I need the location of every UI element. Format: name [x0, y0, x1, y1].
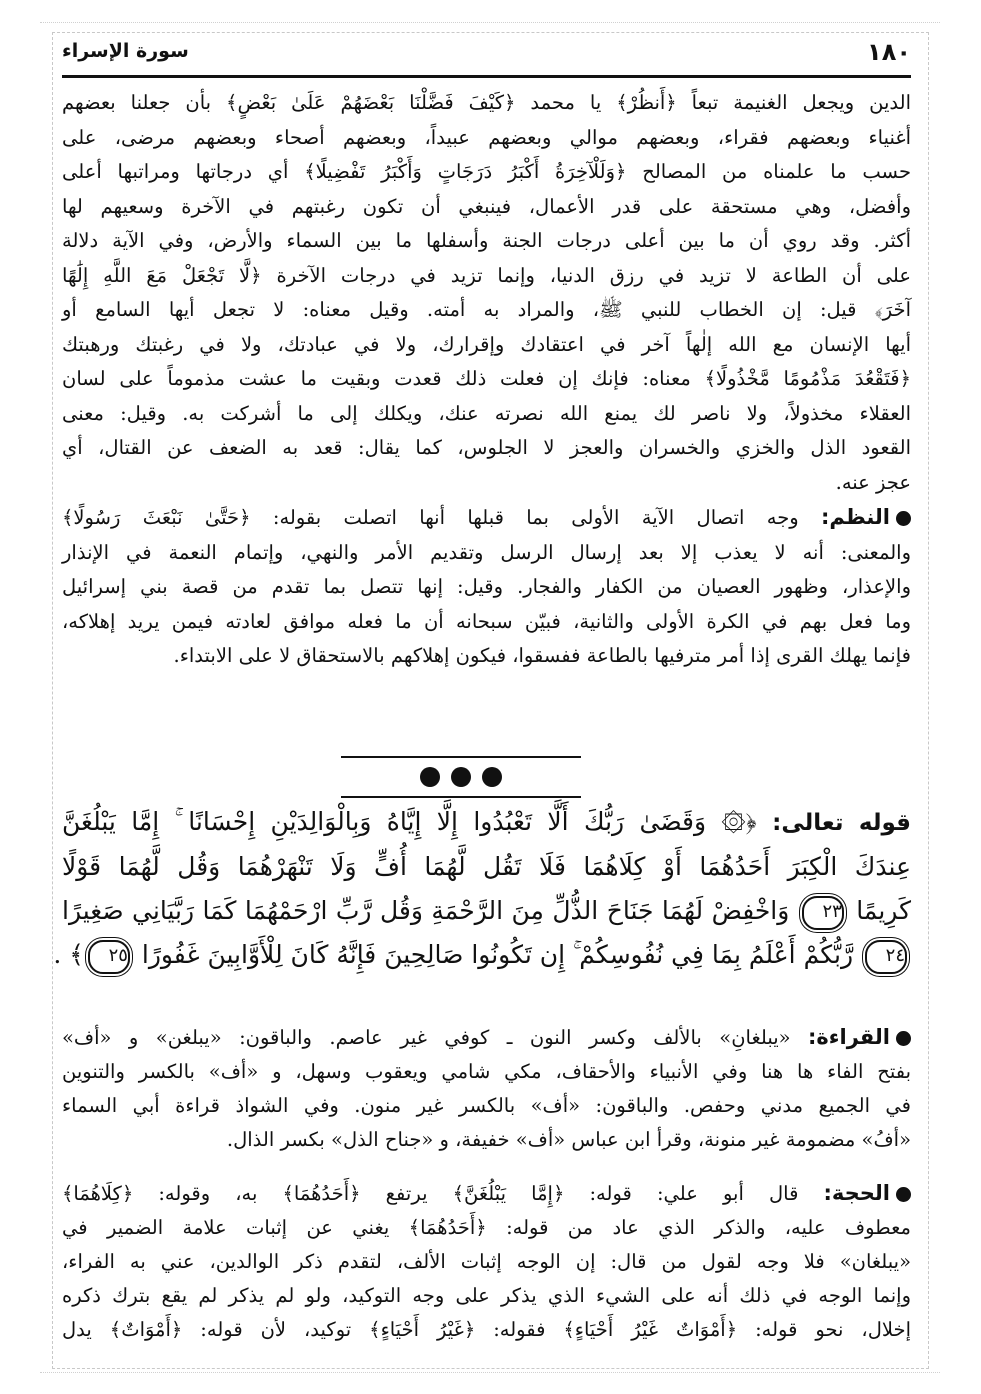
- commentary-section-1: [62, 86, 911, 674]
- text-line: «يبلغان» فلا وجه لقول من قال: إن الوجه إثبات الألف، لتقدم ذكر الوالدين، عني به الفراء،: [62, 1250, 911, 1273]
- scan-edge-bottom: [40, 1372, 940, 1381]
- text-line-with-heading: [62, 1176, 911, 1211]
- text-line: آخَرَ﴾ قيل: إن الخطاب للنبي ﷺ، والمراد به أمته. وقيل معناه: لا تجعل أيها السامع أو: [62, 298, 911, 321]
- text-line: العقلاء مخذولاً، ولا ناصر لك يمنع الله نصرته عنك، ويكلك إلى ما أشركت به. وقيل: معنى: [62, 401, 911, 425]
- paragraph-nazm: [62, 500, 911, 674]
- page-header: [62, 38, 911, 66]
- text-line: إخلال، نحو قوله: ﴿أَمْوَاتٌ غَيْرُ أَحْيَاءٍ﴾ فقوله: ﴿غَيْرُ أَحْيَاءٍ﴾ توكيد، لأن قوله: ﴿أَمْوَاتٌ﴾ يدل: [62, 1318, 911, 1341]
- separator-rule-top: [341, 756, 581, 758]
- text-run: قال أبو علي: قوله: ﴿إِمَّا يَبْلُغَنَّ﴾ يرتفع ﴿أَحَدُهُمَا﴾ به، وقوله: ﴿كِلَاهُمَا﴾: [62, 1182, 799, 1205]
- text-line: معطوف عليه، والذكر الذي عاد من قوله: ﴿أَحَدُهُمَا﴾ يغني عن إثبات علامة الضمير في: [62, 1216, 911, 1239]
- separator-dot-icon: [420, 767, 440, 787]
- text-line: والمعنى: أنه لا يعذب إلا بعد إرسال الرسل وتقديم الأمر والنهي، وإتمام النعمة في الإنذار: [62, 540, 911, 564]
- text-line: القعود الذل والخزي والخسران والعجز لا الجلوس، كما يقال: قعد به الضعف عن القتال، أي: [62, 436, 911, 459]
- paragraph-hujja: [62, 1176, 911, 1347]
- text-line-with-heading: [62, 500, 911, 536]
- separator-dot-icon: [451, 767, 471, 787]
- text-line: وإنما الوجه في ذلك أنه على الشيء الذي يذكر على وجه التوكيد، ولو لم يذكر لم يقع بترك ذكره: [62, 1284, 911, 1307]
- bullet-icon: [896, 1187, 911, 1202]
- page-number: ١٨٠: [867, 38, 911, 66]
- header-rule: [62, 75, 911, 78]
- section-label-nazm: النظم:: [821, 505, 890, 529]
- paragraph-qiraa: [62, 1020, 911, 1157]
- verse-text: ﴿۞ وَقَضَىٰ رَبُّكَ أَلَّا تَعْبُدُوا إِلَّا إِيَّاهُ وَبِالْوَالِدَيْنِ إِحْسَانًا ۚ إِمَّا يَبْلُغَنَّ: [62, 807, 757, 836]
- text-run: «يبلغانِ» بالألف وكسر النون ـ كوفي غير عاصم. والباقون: «يبلغن» و «أف»: [62, 1025, 791, 1049]
- text-line: على أن الطاعة لا تزيد في رزق الدنيا، وإنما تزيد في درجات الآخرة ﴿لَّا تَجْعَلْ مَعَ اللَّهِ إِلَٰهًا: [62, 263, 911, 287]
- ayah-number-badge: ٢٤: [865, 940, 907, 974]
- text-line: «أفُ» مضمومة غير منونة، وقرأ ابن عباس «أف» خفيفة، و «جناح الذل» بكسر الذال.: [226, 1127, 911, 1151]
- verse-text: رَّبُّكُمْ أَعْلَمُ بِمَا فِي نُفُوسِكُمْ ۚ إِن تَكُونُوا صَالِحِينَ فَإِنَّهُ كَانَ لِلْأَوَّابِينَ غَفُورًا: [141, 940, 854, 969]
- text-line: وما فعل بهم في الكرة الأولى والثانية، فبيّن سبحانه أن ما فعله موافق لعادته فيمن يريد إهلاكه،: [62, 609, 911, 633]
- paragraph-tafsir: [62, 86, 911, 500]
- section-label-hujja: الحجة:: [823, 1181, 891, 1205]
- verse-line: [53, 933, 911, 977]
- scan-edge-top: [40, 12, 940, 23]
- separator-rule-bottom: [341, 796, 581, 798]
- verse-lead: قوله تعالى:: [772, 810, 911, 836]
- text-line: بفتح الفاء ها هنا وفي الأنبياء والأحقاف، مكي شامي ويعقوب وسهل، و «أف» بالكسر والتنوين: [62, 1059, 911, 1083]
- bullet-icon: [896, 1031, 911, 1046]
- text-line: في الجميع مدني وحفص. والباقون: «أف» بالكسر غير منون. وفي الشواذ قراءة أبي السماء: [62, 1093, 911, 1117]
- ayah-number-badge: ٢٥: [88, 940, 130, 974]
- verse-close: ﴾ .: [53, 940, 84, 969]
- verse-text: كَرِيمًا: [856, 896, 911, 925]
- section-label-qiraa: القراءة:: [808, 1024, 891, 1049]
- separator-dots: [420, 766, 502, 788]
- verse-line: [62, 889, 911, 933]
- verse-line: [62, 800, 911, 845]
- text-run: وجه اتصال الآية الأولى بما قبلها أنها اتصلت بقوله: ﴿حَتَّىٰ نَبْعَثَ رَسُولًا﴾: [62, 506, 799, 529]
- commentary-section-2: [62, 1000, 911, 1367]
- bullet-icon: [896, 511, 911, 526]
- verse-line: عِندَكَ الْكِبَرَ أَحَدُهُمَا أَوْ كِلَاهُمَا فَلَا تَقُل لَّهُمَا أُفٍّ وَلَا تَنْهَرْهُمَا وَقُل لَّهُمَا قَوْلًا: [62, 852, 911, 881]
- text-line: أكثر. وقد روي أن ما بين أعلى درجات الجنة وأسفلها ما بين السماء والأرض، وفي الآية دلالة: [62, 229, 911, 252]
- text-line: أيها الإنسان مع الله إلٰهاً آخر في اعتقادك وإقرارك، ولا في عبادتك، ولا في رغبتك ورهبتك: [62, 332, 911, 356]
- quran-verse-block: [53, 800, 911, 977]
- separator-dot-icon: [482, 767, 502, 787]
- text-line: أغنياء وبعضهم فقراء، وبعضهم موالي وبعضهم عبيداً، وبعضهم أصحاء وبعضهم مرضى، على: [62, 125, 911, 149]
- text-line: عجز عنه.: [835, 470, 911, 494]
- text-line-with-heading: [62, 1020, 911, 1055]
- ayah-number-badge: ٢٣: [802, 896, 844, 930]
- text-line: ﴿فَتَقْعُدَ مَذْمُومًا مَّخْذُولًا﴾ معناه: فإنك إن فعلت ذلك قعدت وبقيت ما عشت مذموماً على لسان: [62, 367, 911, 390]
- text-line: والإعذار، وظهور العصيان من الكفار والفجار. وقيل: إنها تتصل بما تقدم من قصة بني إسرائيل: [62, 575, 911, 598]
- text-line: وأفضل، وهي مستحقة على قدر الأعمال، فينبغي أن تكون رغبتهم في الآخرة وسعيهم لها: [62, 194, 911, 218]
- text-line: حسب ما علمناه من المصالح ﴿وَلَلْآخِرَةُ أَكْبَرُ دَرَجَاتٍ وَأَكْبَرُ تَفْضِيلًا﴾ أي درجاتها ومراتبها أعلى: [62, 160, 911, 183]
- text-line: فإنما يهلك القرى إذا أمر مترفيها بالطاعة ففسقوا، فيكون إهلاكهم بالاستحقاق لا على الابتداء.: [173, 644, 911, 667]
- verse-text: وَاخْفِضْ لَهُمَا جَنَاحَ الذُّلِّ مِنَ الرَّحْمَةِ وَقُل رَّبِّ ارْحَمْهُمَا كَمَا رَبَّيَانِي صَغِيرًا: [62, 896, 790, 925]
- running-title: سورة الإسراء: [62, 40, 189, 62]
- text-line: الدين ويجعل الغنيمة تبعاً ﴿أَنظُرْ﴾ يا محمد ﴿كَيْفَ فَضَّلْنَا بَعْضَهُمْ عَلَىٰ بَعْضٍ﴾ بأن جعلنا بعضهم: [62, 91, 911, 114]
